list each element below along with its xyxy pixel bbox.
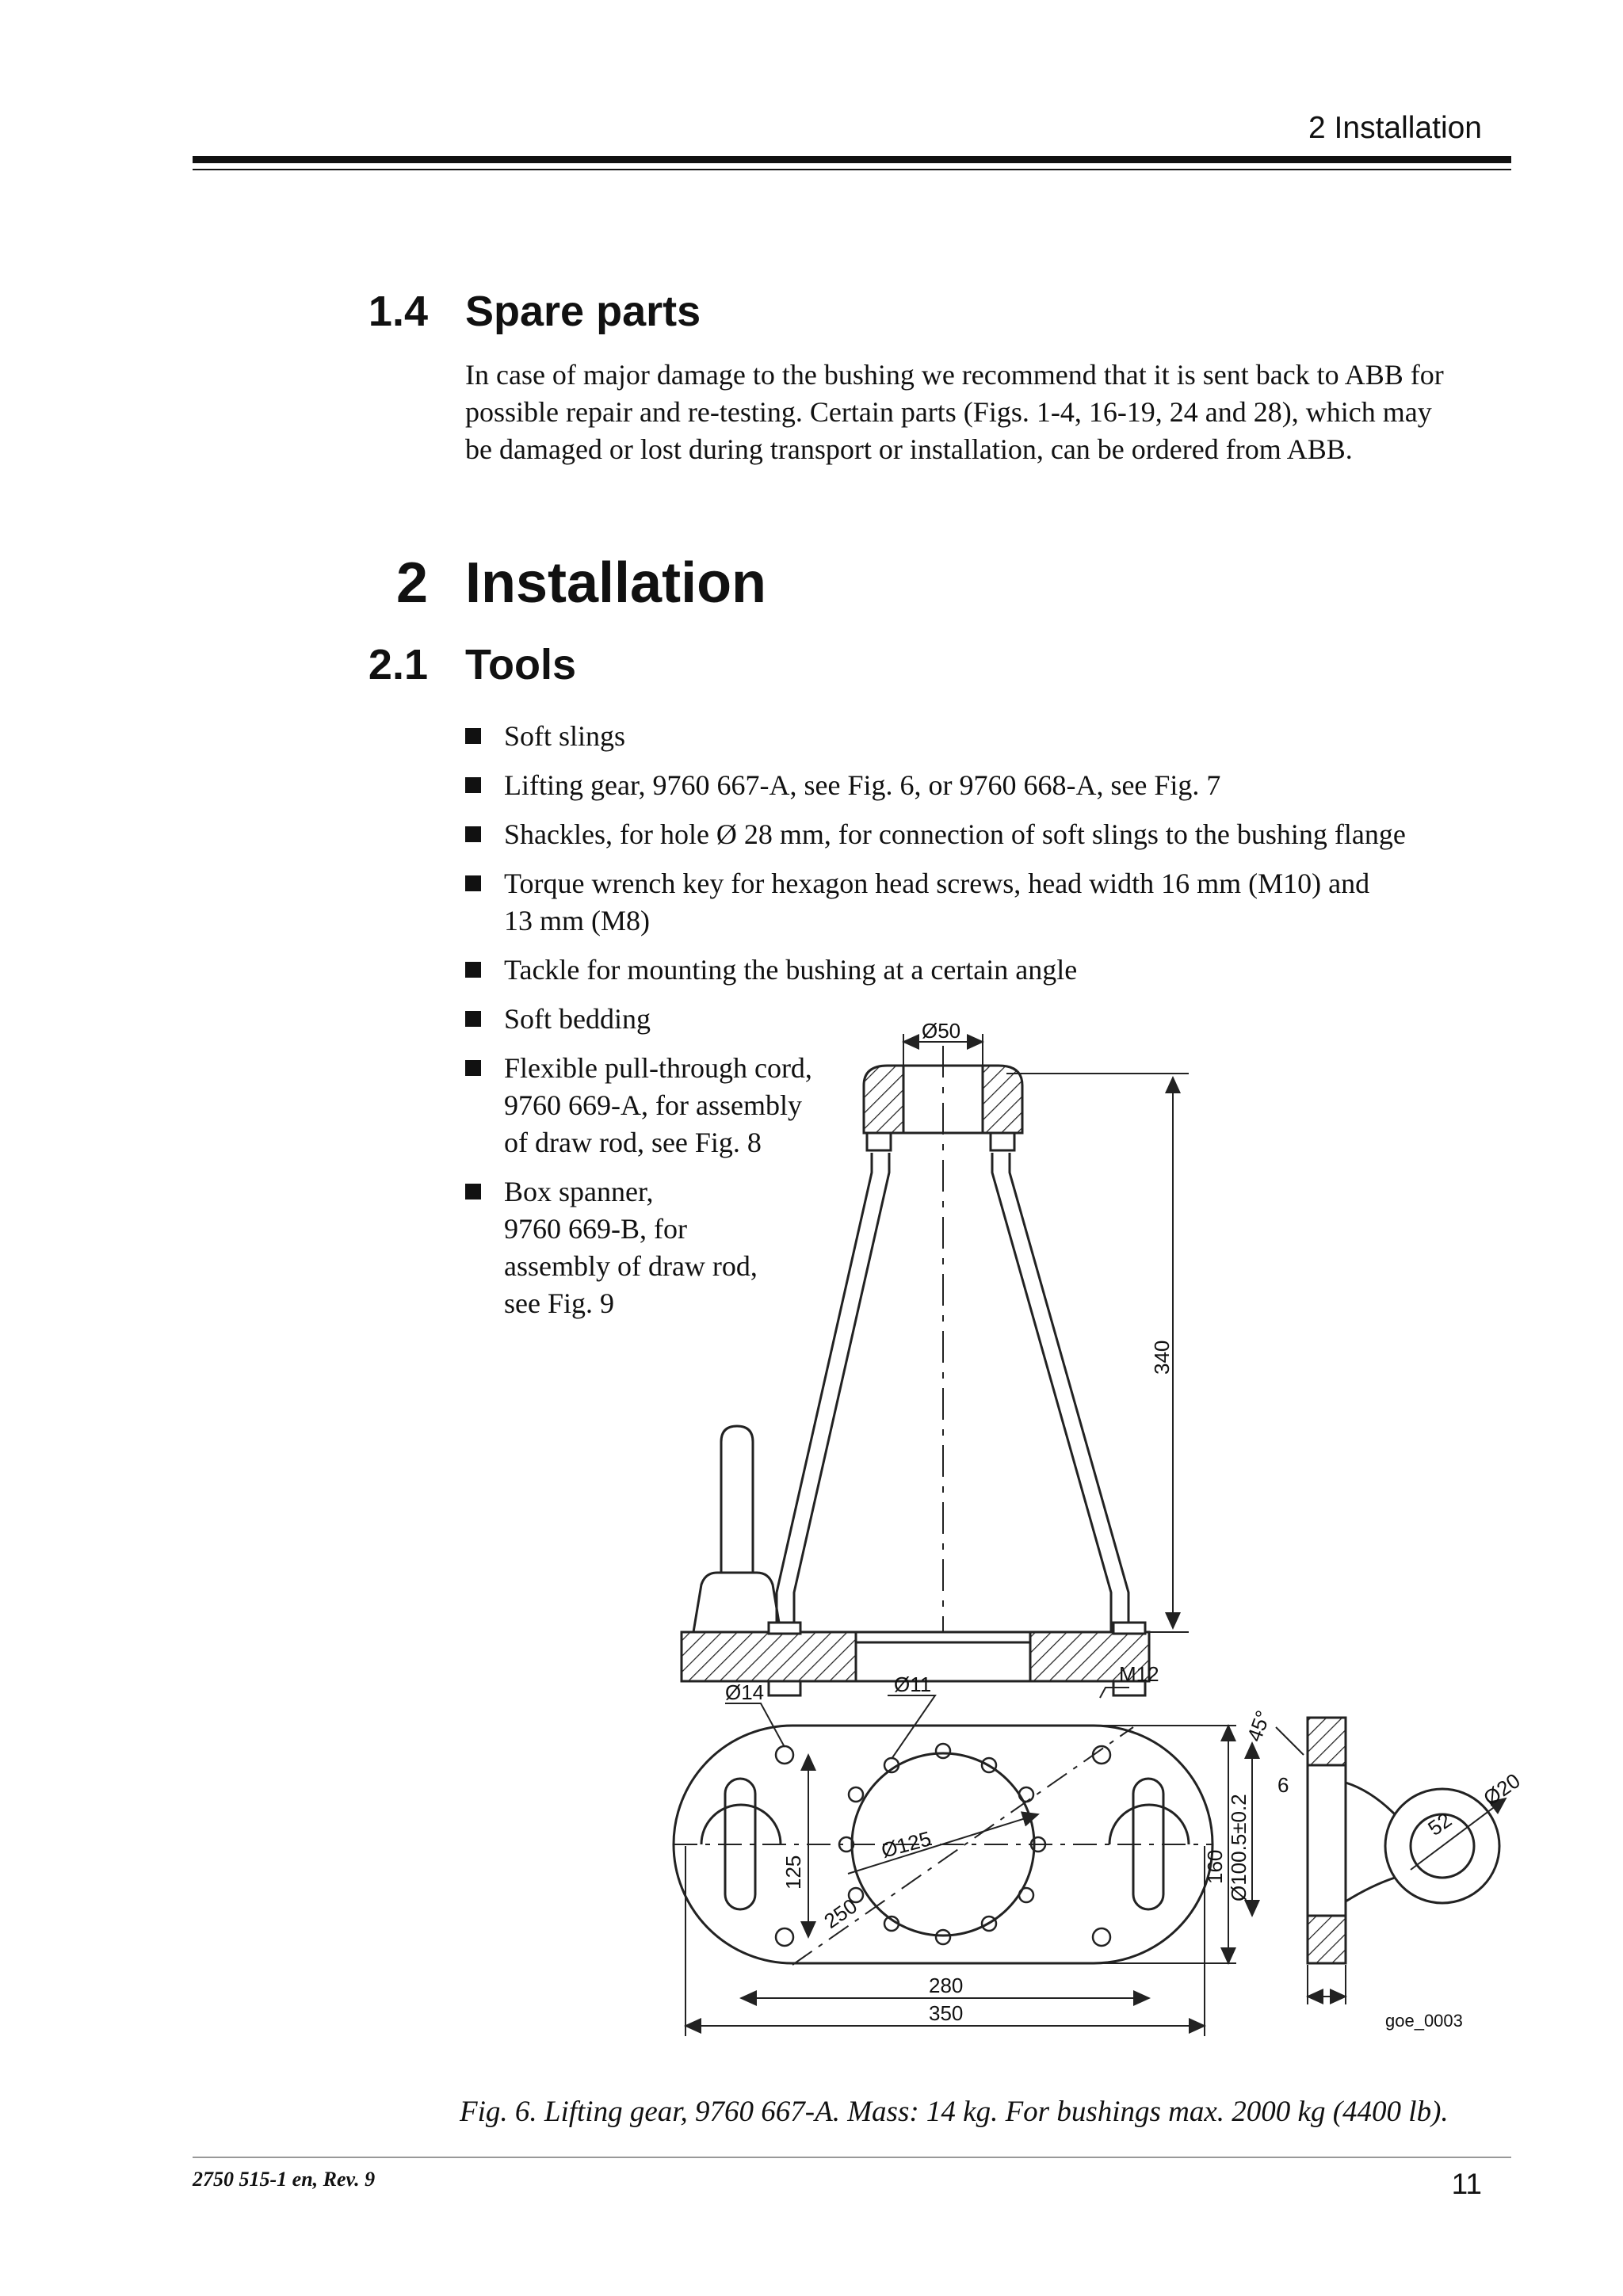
figure-image-id: goe_0003: [1385, 2011, 1463, 2031]
chapter-2-number: 2: [395, 551, 428, 615]
section-1-4-number: 1.4: [368, 288, 428, 335]
dim-label-125: 125: [781, 1855, 805, 1890]
section-2-1-number: 2.1: [368, 641, 428, 688]
dim-label-340: 340: [1150, 1340, 1174, 1375]
figure-caption: Fig. 6. Lifting gear, 9760 667-A. Mass: 14 kg. For bushings max. 2000 kg (4400 lb).: [460, 2096, 1449, 2128]
tools-list-item: Tackle for mounting the bushing at a certain angle: [465, 952, 1519, 989]
running-header-title: 2 Installation: [1308, 111, 1482, 145]
lifting-rods: [777, 1153, 1128, 1632]
dim-label-52: 52: [1423, 1807, 1457, 1840]
dim-label-45-deg: 45°: [1242, 1707, 1276, 1745]
dim-label-dia-11: Ø11: [894, 1672, 932, 1696]
dim-label-350: 350: [929, 2001, 964, 2025]
dim-label-160: 160: [1203, 1849, 1227, 1884]
dim-label-dia-14: Ø14: [725, 1680, 765, 1704]
dim-label-250: 250: [819, 1894, 861, 1933]
tools-list-item: Torque wrench key for hexagon head screws, head width 16 mm (M10) and 13 mm (M8): [465, 865, 1519, 940]
paragraph-line: In case of major damage to the bushing we recommend that it is sent back to ABB for: [465, 359, 1444, 391]
tools-list-item: Lifting gear, 9760 667-A, see Fig. 6, or 9760 668-A, see Fig. 7: [465, 767, 1519, 804]
tools-list-item: Flexible pull-through cord, 9760 669-A, for assembly of draw rod, see Fig. 8: [465, 1050, 1519, 1161]
section-2-1-title: Tools: [465, 641, 576, 688]
tools-list-item: Soft bedding: [465, 1001, 1519, 1038]
dim-label-280: 280: [929, 1974, 964, 1997]
dim-label-6: 6: [1277, 1773, 1289, 1797]
dim-label-dia-50: Ø50: [922, 1019, 961, 1043]
side-handle: [693, 1426, 781, 1632]
tools-list-item: Box spanner, 9760 669-B, for assembly of draw rod, see Fig. 9: [465, 1173, 1519, 1322]
footer-rule: [193, 2157, 1511, 2158]
dim-label-dia-125: Ø125: [878, 1826, 934, 1863]
footer-doc-id: 2750 515-1 en, Rev. 9: [193, 2168, 376, 2191]
tools-list-item: Soft slings: [465, 718, 1519, 755]
dim-label-m12: M12: [1119, 1662, 1159, 1686]
side-view: [1276, 1718, 1506, 2004]
plan-view: [674, 1726, 1212, 1965]
dim-label-dia-100-5: Ø100.5±0.2: [1227, 1794, 1251, 1901]
paragraph-line: possible repair and re-testing. Certain parts (Figs. 1-4, 16-19, 24 and 28), which may: [465, 396, 1432, 428]
plan-dimensions: [685, 1695, 1252, 2036]
chapter-2-title: Installation: [465, 551, 767, 615]
paragraph-line: be damaged or lost during transport or installation, can be ordered from ABB.: [465, 433, 1353, 465]
tools-list-item: Shackles, for hole Ø 28 mm, for connection of soft slings to the bushing flange: [465, 816, 1519, 853]
dim-label-dia-20: Ø20: [1479, 1768, 1525, 1810]
page-number: 11: [1451, 2168, 1482, 2200]
section-1-4-title: Spare parts: [465, 288, 701, 335]
